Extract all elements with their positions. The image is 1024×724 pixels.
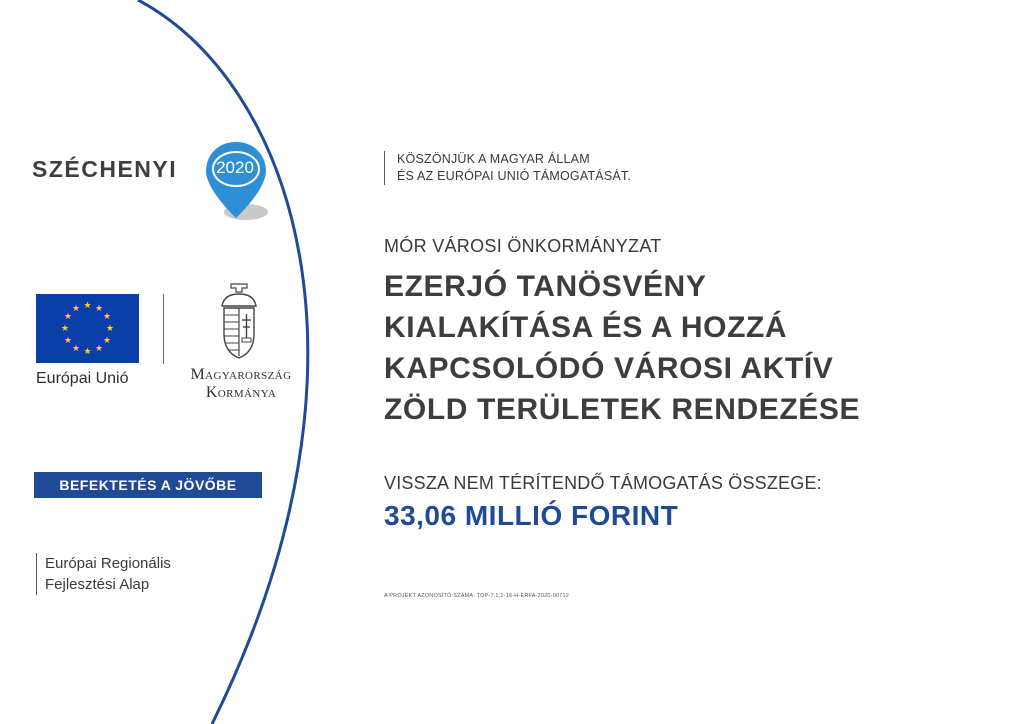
map-pin-icon — [202, 138, 300, 222]
government-line-2: Kormánya — [205, 384, 277, 401]
project-title-line-3: KAPCSOLÓDÓ VÁROSI AKTÍV — [384, 352, 834, 385]
government-line-1: Magyarország — [190, 366, 292, 383]
thanks-line-1: KÖSZÖNJÜK A MAGYAR ÁLLAM — [397, 152, 590, 166]
fund-name — [36, 553, 171, 595]
coat-of-arms-icon — [214, 282, 264, 362]
svg-text:★: ★ — [94, 344, 104, 354]
thanks-note — [384, 151, 631, 185]
grant-label: VISSZA NEM TÉRÍTENDŐ TÁMOGATÁS ÖSSZEGE: — [384, 473, 822, 493]
svg-text:★: ★ — [105, 324, 115, 334]
logo-divider — [163, 294, 164, 364]
svg-text:★: ★ — [102, 312, 112, 322]
project-title-line-4: ZÖLD TERÜLETEK RENDEZÉSE — [384, 393, 861, 426]
svg-text:★: ★ — [83, 301, 92, 311]
svg-text:★: ★ — [63, 336, 73, 346]
project-title — [384, 266, 860, 430]
eu-label: Európai Unió — [36, 370, 129, 387]
eu-flag-icon — [36, 294, 139, 363]
project-id: A PROJEKT AZONOSÍTÓ SZÁMA: TOP-7.1.1-16-H-ERFA-2020-00712 — [384, 593, 570, 599]
szechenyi-logo-text: SZÉCHENYI — [32, 156, 178, 182]
invest-in-future-badge: BEFEKTETÉS A JÖVŐBE — [34, 472, 262, 498]
project-title-line-2: KIALAKÍTÁSA ÉS A HOZZÁ — [384, 311, 788, 344]
project-title-line-1: EZERJÓ TANÖSVÉNY — [384, 270, 707, 303]
thanks-line-2: ÉS AZ EURÓPAI UNIÓ TÁMOGATÁSÁT. — [397, 169, 632, 183]
beneficiary-name: MÓR VÁROSI ÖNKORMÁNYZAT — [384, 236, 662, 256]
program-year: 2020 — [216, 158, 254, 177]
svg-text:★: ★ — [94, 304, 104, 314]
svg-text:★: ★ — [71, 304, 81, 314]
svg-text:★: ★ — [63, 312, 73, 322]
svg-text:★: ★ — [60, 324, 70, 334]
fund-line-2: Fejlesztési Alap — [45, 576, 150, 593]
fund-line-1: Európai Regionális — [45, 555, 171, 572]
szechenyi-2020-logo — [32, 138, 272, 222]
svg-text:★: ★ — [83, 347, 92, 357]
svg-text:★: ★ — [102, 336, 112, 346]
grant-amount: 33,06 MILLIÓ FORINT — [384, 500, 679, 531]
svg-text:★: ★ — [71, 344, 81, 354]
